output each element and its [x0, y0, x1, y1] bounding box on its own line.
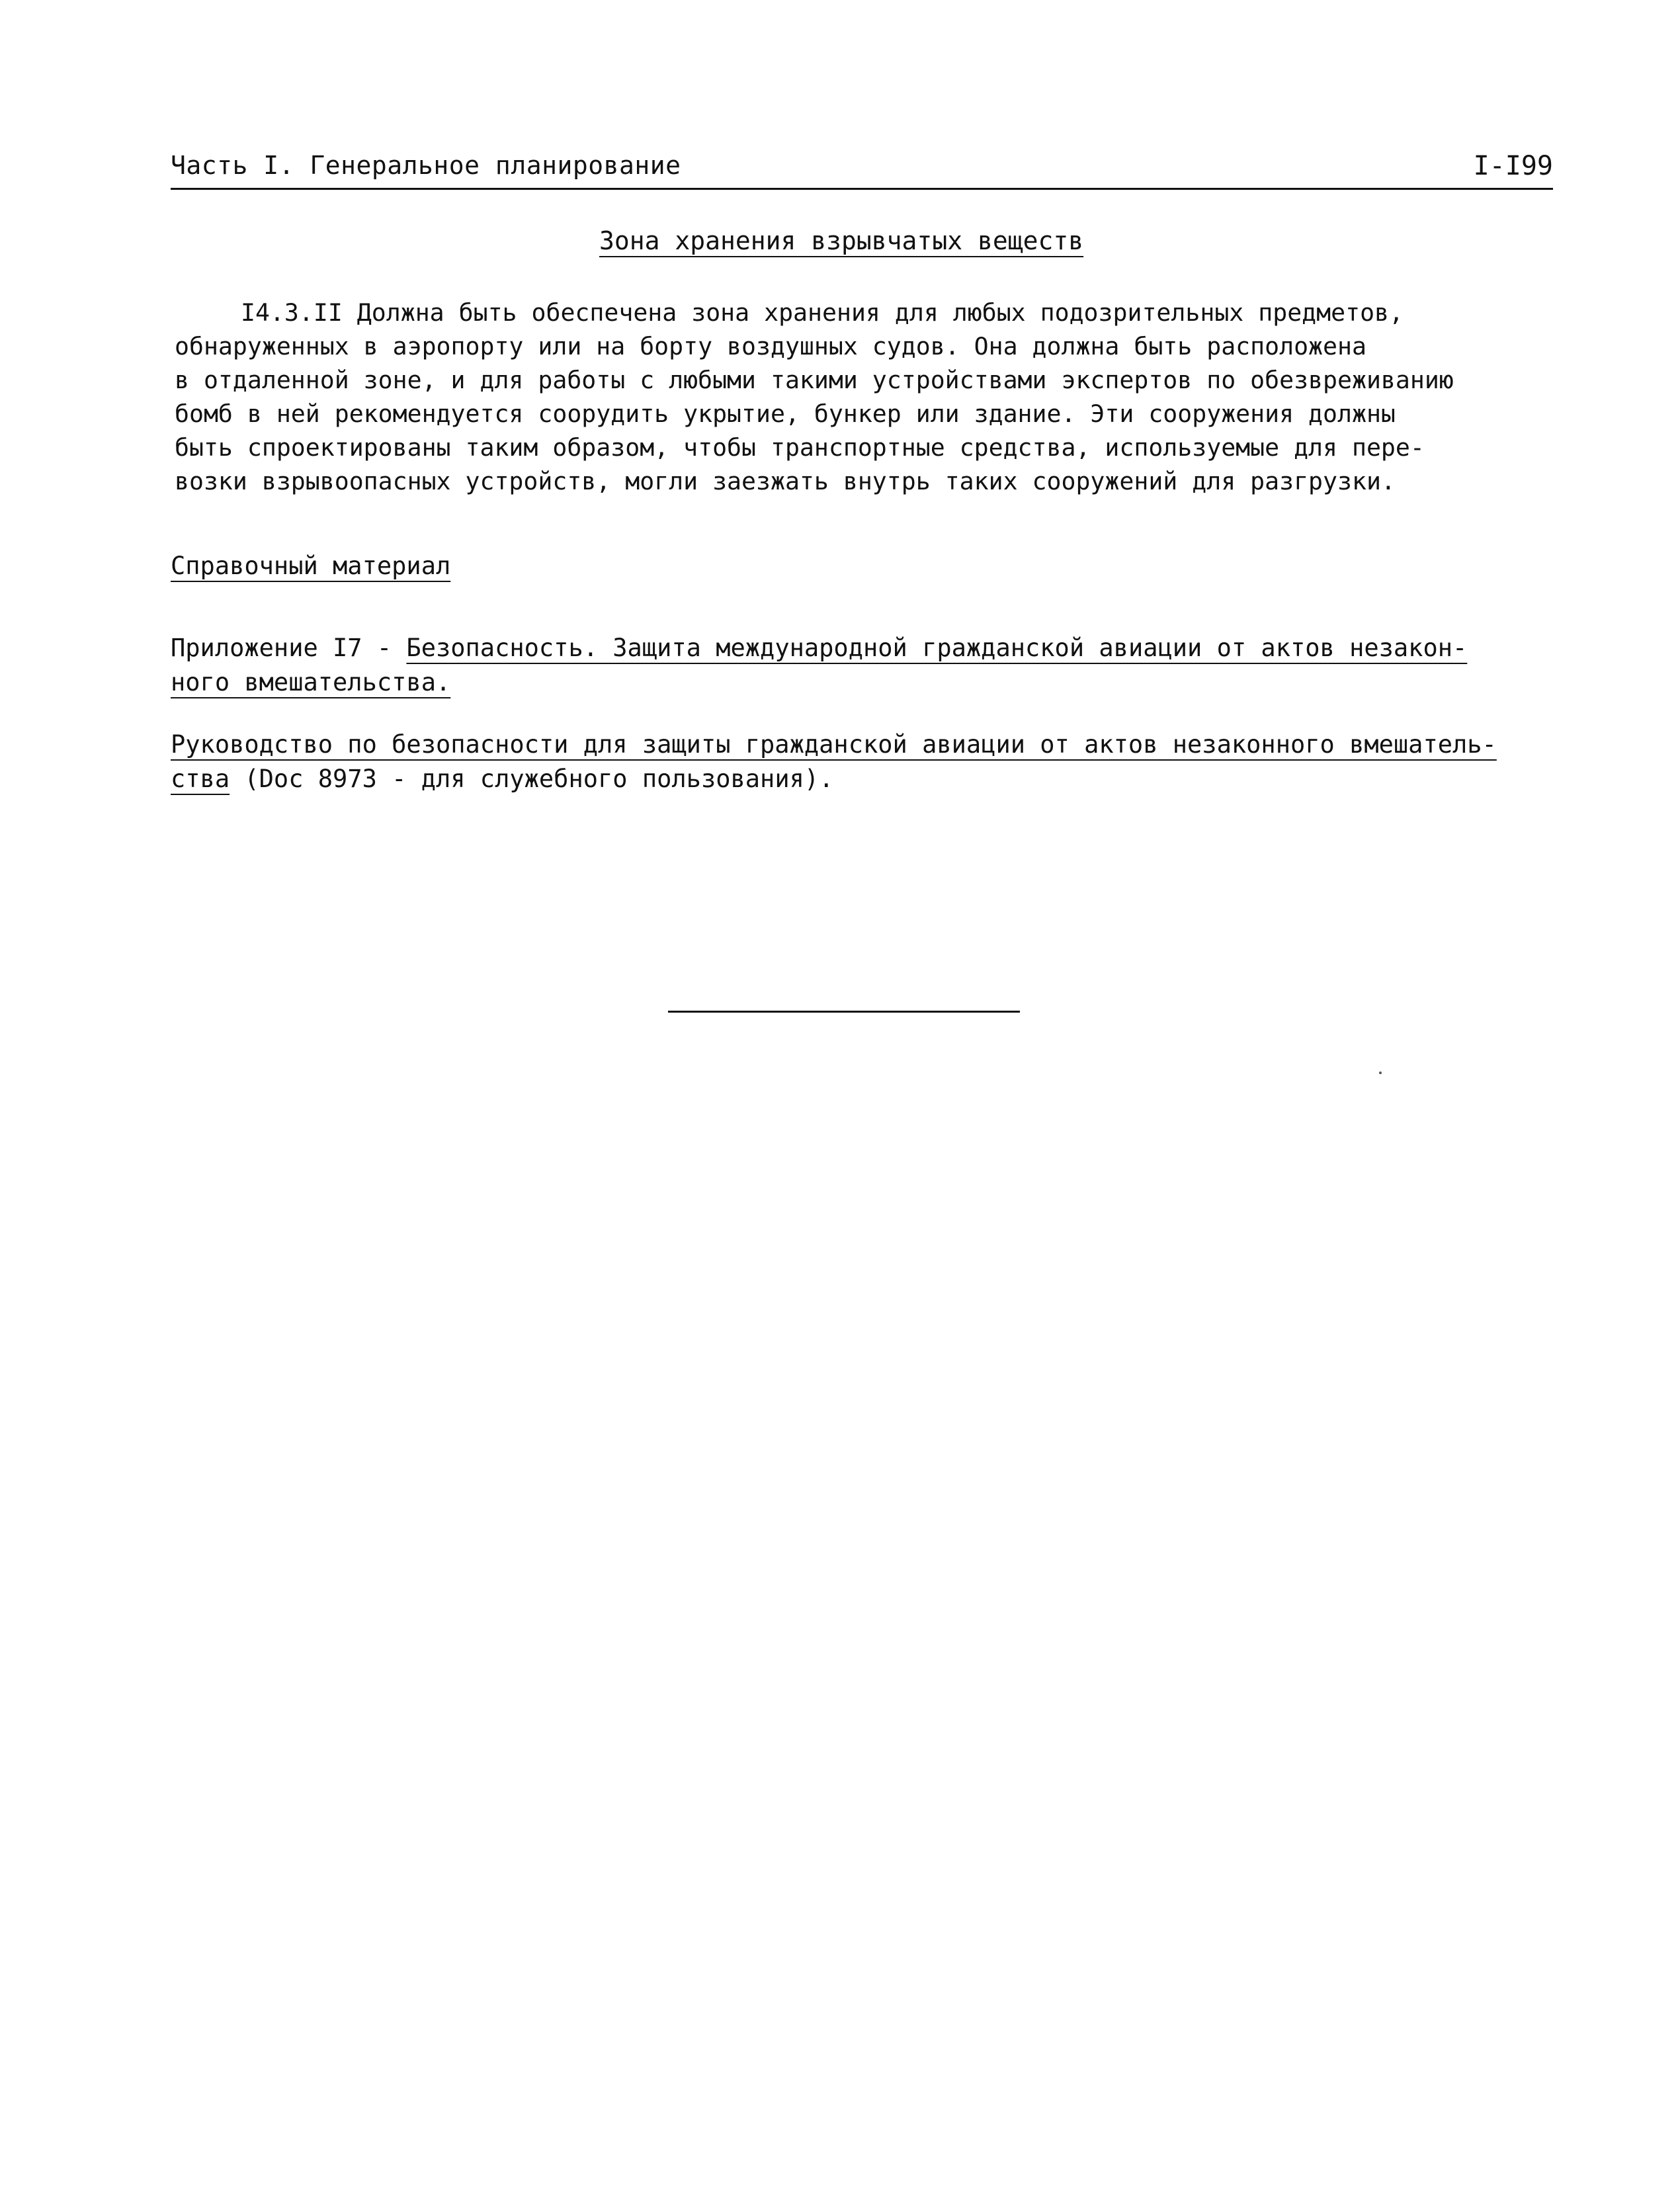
references-heading: Справочный материал: [171, 552, 451, 580]
header-title: Часть I. Генеральное планирование: [171, 151, 681, 180]
paragraph-line: возки взрывоопасных устройств, могли заезжать внутрь таких сооружений для разгрузки.: [175, 467, 1396, 495]
end-of-section-rule: [668, 1011, 1020, 1013]
reference-line: [171, 728, 1497, 762]
reference-security-manual: [171, 728, 1497, 796]
reference-title-continued: ства: [171, 765, 230, 793]
reference-title-continued: ного вмешательства.: [171, 668, 451, 696]
reference-title: Безопасность. Защита международной гражданской авиации от актов незакон-: [406, 634, 1468, 662]
reference-annex-17: [171, 631, 1467, 700]
scan-speck: [1379, 1072, 1382, 1074]
page-header: [171, 147, 1553, 190]
reference-title: Руководство по безопасности для защиты гражданской авиации от актов незаконного вмешатель-: [171, 730, 1497, 759]
reference-suffix: (Doc 8973 - для служебного пользования).: [230, 765, 834, 793]
paragraph-line: в отдаленной зоне, и для работы с любыми такими устройствами экспертов по обезвреживанию: [175, 366, 1454, 394]
paragraph-line: бомб в ней рекомендуется соорудить укрытие, бункер или здание. Эти сооружения должны: [175, 400, 1396, 428]
body-paragraph: [175, 296, 1577, 498]
reference-prefix: Приложение I7 -: [171, 634, 407, 662]
page-number: I-I99: [1473, 151, 1553, 181]
paragraph-line: быть спроектированы таким образом, чтобы транспортные средства, используемые для пере-: [175, 433, 1425, 462]
reference-line: [171, 762, 1497, 796]
paragraph-line: I4.3.II Должна быть обеспечена зона хранения для любых подозрительных предметов,: [241, 298, 1404, 327]
section-heading: Зона хранения взрывчатых веществ: [599, 226, 1084, 255]
reference-line: [171, 665, 1467, 700]
paragraph-line: обнаруженных в аэропорту или на борту воздушных судов. Она должна быть расположена: [175, 332, 1366, 360]
reference-line: [171, 631, 1467, 665]
